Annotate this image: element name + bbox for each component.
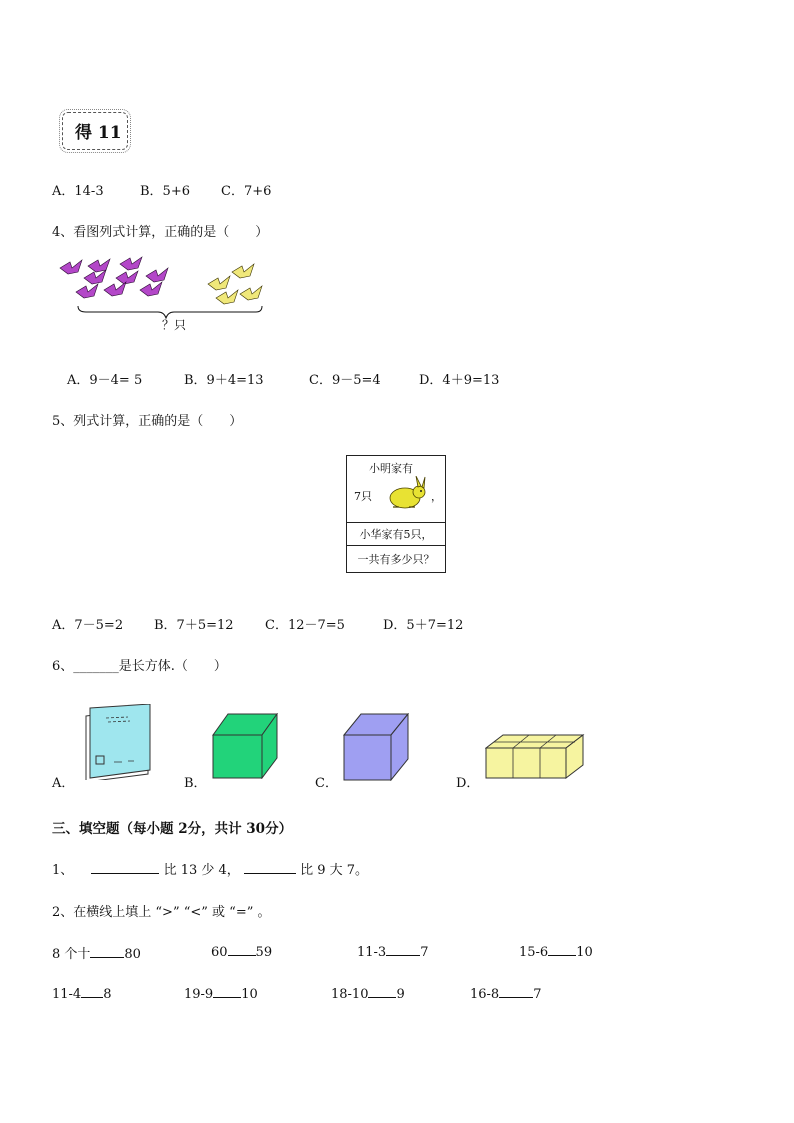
- compare-left: 18-10: [331, 987, 369, 1002]
- q5-option-b: B．7＋5=12: [154, 618, 234, 633]
- compare-item: [470, 985, 542, 1002]
- compare-item: [331, 985, 405, 1002]
- compare-item: [184, 985, 258, 1002]
- q3-option-c: C．7+6: [221, 184, 272, 199]
- notebook-shape-icon: [78, 704, 152, 780]
- fill-2-stem: 2、在横线上填上 “>” “<” 或 “=” 。: [52, 905, 271, 920]
- row1-comma: ，: [431, 490, 442, 503]
- fill-1-blank-1[interactable]: [91, 861, 159, 874]
- rabbit-icon: [385, 476, 431, 512]
- butterfly-icon: [208, 276, 230, 290]
- compare-blank[interactable]: [499, 985, 533, 998]
- compare-item: [357, 943, 429, 960]
- compare-left: 8 个十: [52, 947, 91, 962]
- compare-left: 16-8: [470, 987, 500, 1002]
- purple-butterfly-group: [60, 257, 168, 298]
- compare-item: [519, 943, 593, 960]
- compare-left: 15-6: [519, 945, 549, 960]
- compare-left: 60: [211, 945, 228, 960]
- rabbit-word-problem-table: [346, 455, 446, 573]
- q6-stem: 6、_______是长方体.（ ）: [52, 659, 227, 674]
- butterfly-icon: [232, 264, 254, 278]
- butterfly-icon: [146, 268, 168, 282]
- q4-option-a: A．9－4= 5: [67, 373, 143, 388]
- compare-right: 7: [533, 987, 542, 1002]
- compare-item: [52, 985, 112, 1002]
- q5-option-c: C．12－7=5: [265, 618, 345, 633]
- q6-option-a-label: A．: [52, 776, 75, 791]
- fill-1-prefix: 1、: [52, 863, 74, 878]
- q6-option-d-label: D．: [456, 776, 480, 791]
- q5-option-a: A．7－5=2: [52, 618, 124, 633]
- butterfly-icon: [84, 270, 106, 284]
- q4-option-c: C．9－5=4: [309, 373, 381, 388]
- compare-right: 10: [241, 987, 258, 1002]
- q5-option-d: D．5＋7=12: [383, 618, 464, 633]
- table-row-question: 一共有多少只？: [347, 546, 446, 573]
- compare-left: 11-3: [357, 945, 387, 960]
- compare-blank[interactable]: [368, 985, 396, 998]
- compare-right: 8: [103, 987, 112, 1002]
- compare-item: [52, 943, 141, 962]
- purple-cube-icon: [343, 713, 409, 781]
- section-3-title: 三、填空题（每小题 2分，共计 30分）: [52, 821, 293, 837]
- q4-option-b: B．9＋4=13: [184, 373, 264, 388]
- compare-item: [211, 943, 272, 960]
- fill-1-blank-2[interactable]: [244, 861, 296, 874]
- q5-stem: 5、列式计算，正确的是（ ）: [52, 414, 243, 429]
- table-row-xiaohua: 小华家有5只，: [347, 523, 446, 546]
- butterfly-icon: [240, 286, 262, 300]
- compare-left: 11-4: [52, 987, 82, 1002]
- butterfly-icon: [88, 259, 110, 272]
- compare-blank[interactable]: [386, 943, 420, 956]
- compare-right: 80: [124, 947, 141, 962]
- butterfly-icon: [216, 290, 238, 304]
- brace-label: ？只: [162, 318, 187, 332]
- compare-right: 7: [420, 945, 429, 960]
- compare-right: 59: [255, 945, 273, 960]
- fill-1-line: [52, 859, 368, 878]
- yellow-box-icon: [485, 734, 585, 780]
- q6-option-c-label: C．: [315, 776, 338, 791]
- fill-1-part1: 比 13 少 4，: [163, 863, 240, 878]
- compare-blank[interactable]: [81, 985, 103, 998]
- row1-top-text: 小明家有: [369, 462, 413, 475]
- butterfly-icon: [120, 257, 142, 270]
- q3-option-b: B．5+6: [140, 184, 190, 199]
- table-row-rabbit: [347, 456, 446, 523]
- score-label: 得 11: [75, 123, 122, 143]
- q4-stem: 4、看图列式计算，正确的是（ ）: [52, 225, 269, 240]
- butterfly-icon: [140, 282, 162, 296]
- butterfly-icon: [104, 282, 126, 296]
- row1-left-text: 7只: [354, 490, 372, 503]
- butterfly-icon: [116, 271, 138, 284]
- compare-left: 19-9: [184, 987, 214, 1002]
- q6-option-b-label: B．: [184, 776, 207, 791]
- yellow-butterfly-group: [208, 264, 262, 304]
- compare-right: 9: [396, 987, 405, 1002]
- fill-1-part2: 比 9 大 7。: [300, 863, 369, 878]
- green-cube-icon: [212, 713, 278, 779]
- q3-option-a: A．14-3: [52, 184, 104, 199]
- q4-option-d: D．4＋9=13: [419, 373, 500, 388]
- compare-blank[interactable]: [228, 943, 256, 956]
- compare-blank[interactable]: [90, 945, 124, 958]
- compare-blank[interactable]: [548, 943, 576, 956]
- butterfly-icon: [60, 260, 82, 274]
- compare-blank[interactable]: [213, 985, 241, 998]
- butterfly-icon: [76, 284, 98, 298]
- compare-right: 10: [576, 945, 593, 960]
